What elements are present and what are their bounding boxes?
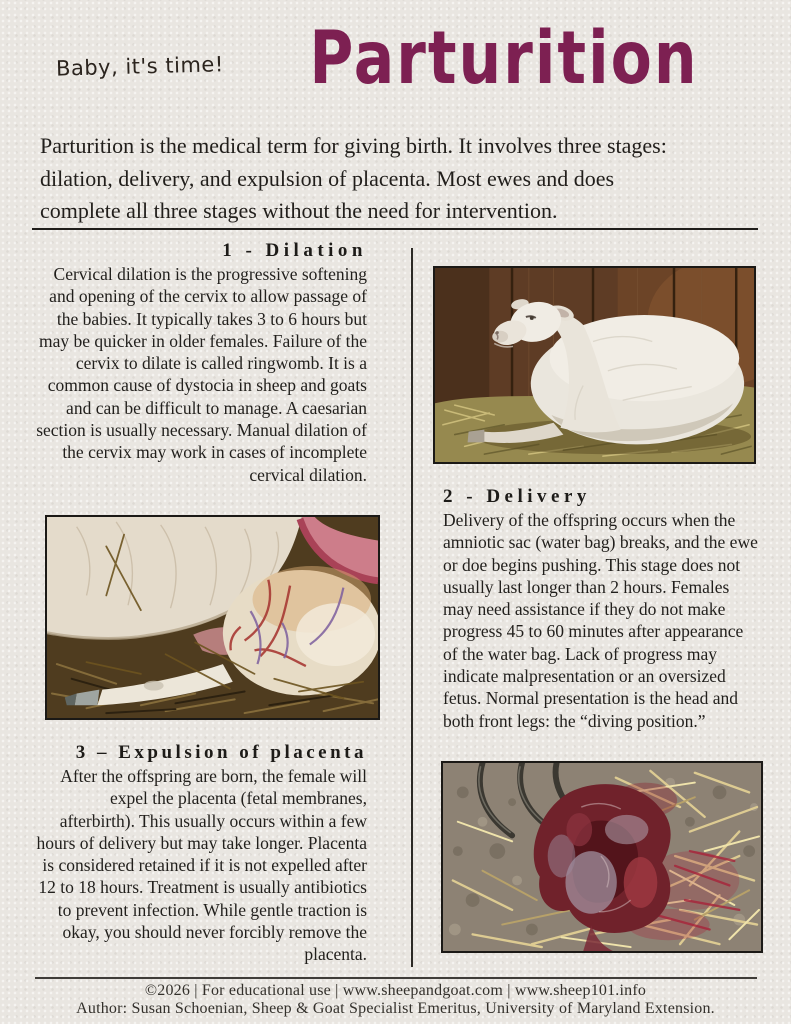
placenta-photo (441, 761, 763, 953)
header-divider-rule (32, 228, 758, 230)
page-title: Parturition (309, 15, 699, 102)
intro-line-3: complete all three stages without the need for intervention. (40, 198, 558, 223)
intro-paragraph (40, 130, 765, 228)
section-heading-dilation: 1 - Dilation (222, 240, 367, 261)
footer-credit-line: ©2026 | For educational use | www.sheepandgoat.com | www.sheep101.info (144, 982, 647, 999)
section-body-dilation: Cervical dilation is the progressive softening and opening of the cervix to allow passage of the babies. It typically takes 3 to 6 hours but may be quicker in older females. Failure of the cervix to dilate is called ringwomb. It is a common cause of dystocia in sheep and goats and can be difficult to manage. A caesarian section is usually necessary. Manual dilation of the cervix may work in cases of incomplete cervical dilation. (36, 264, 367, 485)
intro-line-2: dilation, delivery, and expulsion of placenta. Most ewes and does (40, 165, 615, 191)
section-heading-delivery: 2 - Delivery (443, 486, 591, 507)
ewe-resting-photo (433, 266, 756, 464)
intro-line-1: Parturition is the medical term for giving birth. It involves three stages: (40, 133, 667, 158)
lamb-birth-illustration (47, 517, 378, 718)
footer-author-line: Author: Susan Schoenian, Sheep & Goat Specialist Emeritus, University of Maryland Extension. (76, 1000, 715, 1017)
ewe-resting-illustration (435, 268, 754, 462)
column-divider-rule (411, 248, 413, 967)
section-body-expulsion: After the offspring are born, the female will expel the placenta (fetal membranes, afterbirth). This usually occurs within a few hours of delivery but may take longer. Placenta is considered retained if it is not expelled after 12 to 18 hours. Treatment is usually antibiotics to prevent infection. While gentle traction is okay, you should never forcibly remove the placenta. (36, 766, 367, 965)
tagline: Baby, it's time! (55, 52, 225, 81)
placenta-illustration (443, 763, 761, 951)
section-body-delivery: Delivery of the offspring occurs when the amniotic sac (water bag) breaks, and the ewe or doe begins pushing. This stage does not usually last longer than 2 hours. Females may need assistance if they do not make progress 45 to 60 minutes after appearance of the water bag. Lack of progress may indicate malpresentation or an oversized fetus. Normal presentation is the head and both front legs: the “diving position.” (443, 510, 758, 731)
lamb-birth-photo (45, 515, 380, 720)
section-heading-expulsion: 3 – Expulsion of placenta (75, 742, 367, 763)
footer-divider-rule (35, 977, 757, 979)
